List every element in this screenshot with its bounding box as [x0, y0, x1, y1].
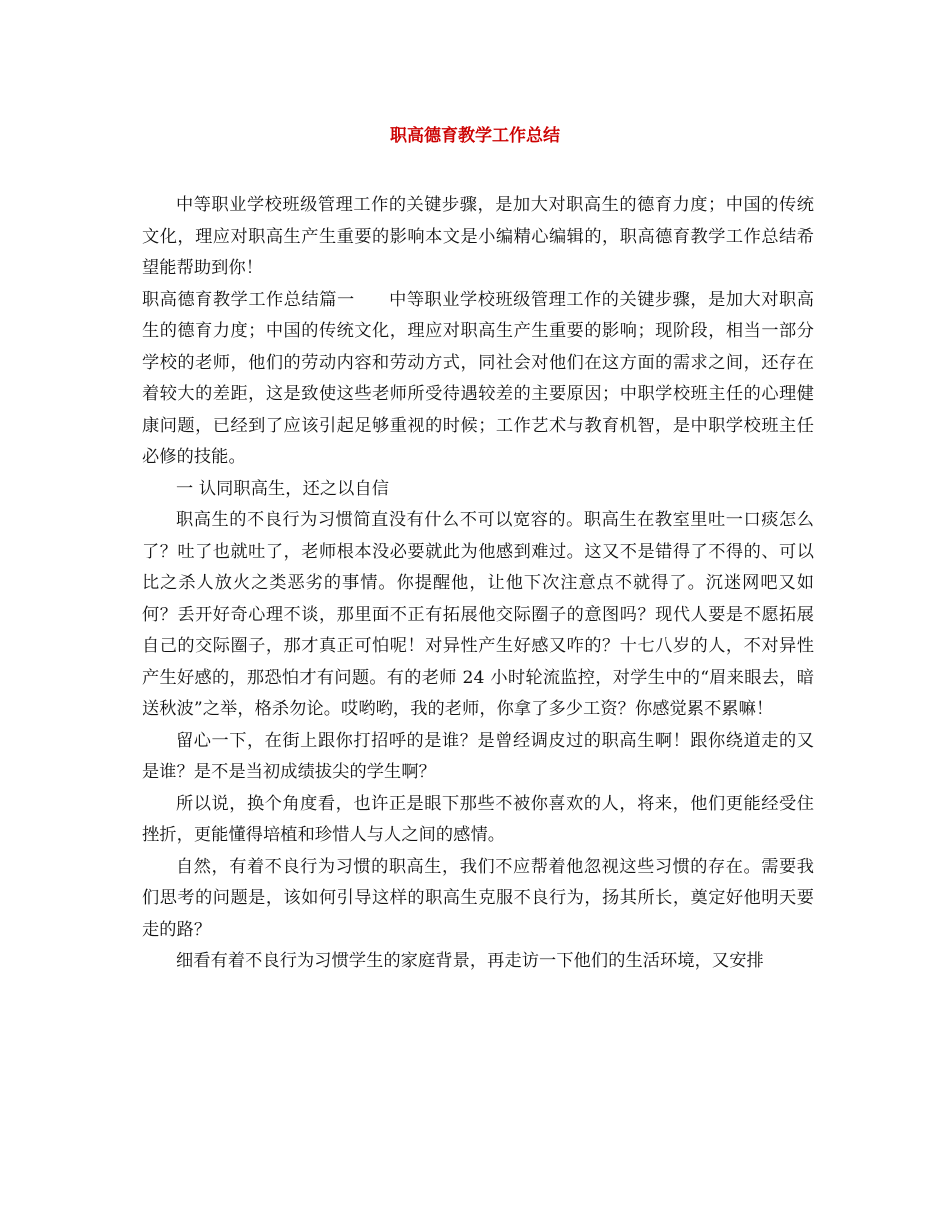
document-title: 职高德育教学工作总结 — [390, 126, 560, 146]
document-body — [142, 190, 814, 978]
intro-paragraph: 中等职业学校班级管理工作的关键步骤，是加大对职高生的德育力度；中国的传统文化，理应对职高生产生重要的影响本文是小编精心编辑的，职高德育教学工作总结希望能帮助到你！ — [142, 195, 814, 278]
part-one-paragraph — [142, 285, 814, 474]
body-paragraph-2: 留心一下，在街上跟你打招呼的是谁？是曾经调皮过的职高生啊！跟你绕道走的又是谁？是不是当初成绩拔尖的学生啊？ — [142, 730, 814, 782]
body-paragraph-3: 所以说，换个角度看，也许正是眼下那些不被你喜欢的人，将来，他们更能经受住挫折，更能懂得培植和珍惜人与人之间的感情。 — [142, 793, 814, 845]
body-paragraph-4: 自然，有着不良行为习惯的职高生，我们不应帮着他忽视这些习惯的存在。需要我们思考的问题是，该如何引导这样的职高生克服不良行为，扬其所长，奠定好他明天要走的路？ — [142, 856, 814, 940]
part-one-heading: 职高德育教学工作总结篇一 — [142, 289, 355, 310]
part-one-text: 中等职业学校班级管理工作的关键步骤，是加大对职高生的德育力度；中国的传统文化，理应对职高生产生重要的影响；现阶段，相当一部分学校的老师，他们的劳动内容和劳动方式，同社会对他们在这方面的需求之间，还存在着较大的差距，这是致使这些老师所受待遇较差的主要原因；中职学校班主任的心理健康问题，已经到了应该引起足够重视的时候；工作艺术与教育机智，是中职学校班主任必修的技能。 — [142, 289, 815, 467]
body-paragraph-5: 细看有着不良行为习惯学生的家庭背景，再走访一下他们的生活环境，又安排 — [176, 951, 764, 971]
section-one-heading: 一 认同职高生，还之以自信 — [176, 478, 390, 499]
body-paragraph-1: 职高生的不良行为习惯简直没有什么不可以宽容的。职高生在教室里吐一口痰怎么了？吐了也就吐了，老师根本没必要就此为他感到难过。这又不是错得了不得的、可以比之杀人放火之类恶劣的事情。你提醒他，让他下次注意点不就得了。沉迷网吧又如何？丢开好奇心理不谈，那里面不正有拓展他交际圈子的意图吗？现代人要是不愿拓展自己的交际圈子，那才真正可怕呢！对异性产生好感又咋的？十七八岁的人，不对异性产生好感的，那恐怕才有问题。有的老师 24 小时轮流监控，对学生中的“眉来眼去，暗送秋波”之举，格杀勿论。哎哟哟，我的老师，你拿了多少工资？你感觉累不累嘛！ — [142, 510, 814, 719]
